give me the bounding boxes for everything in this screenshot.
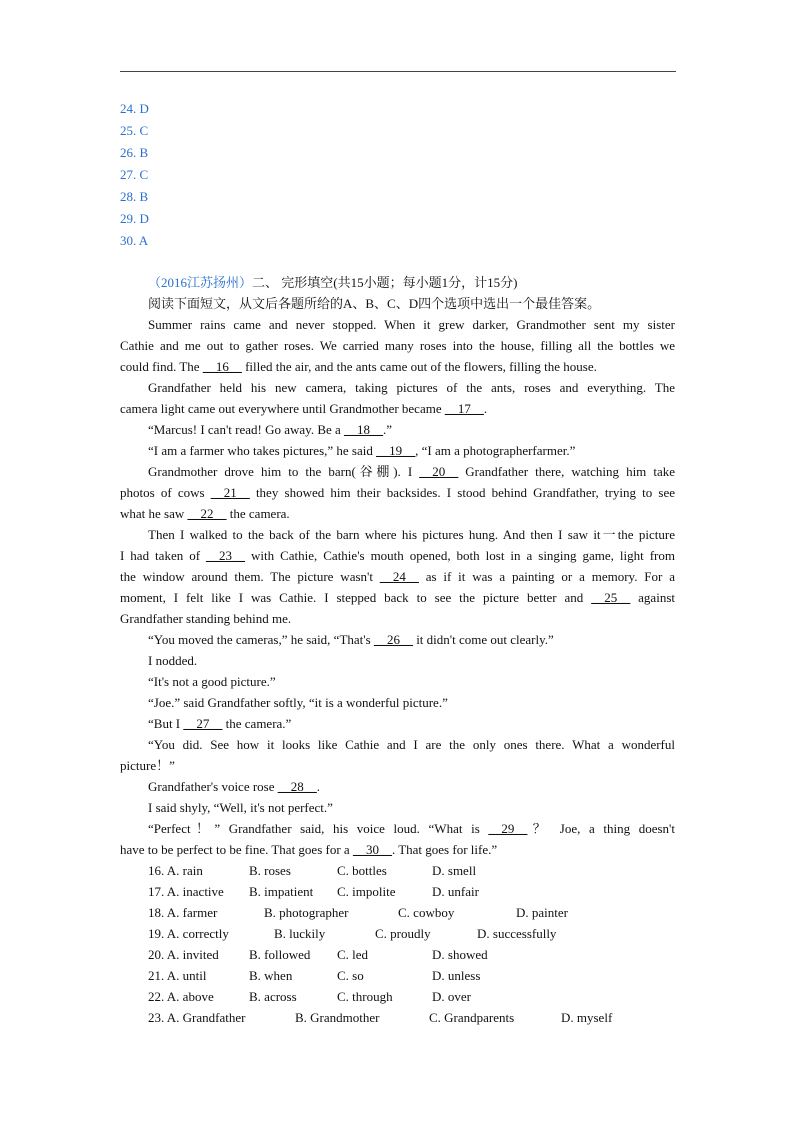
option-choice: 23. A. Grandfather	[148, 1010, 246, 1025]
answer-list	[120, 98, 149, 252]
passage-line: have to be perfect to be fine. That goes for a __30__. That goes for life.”	[120, 842, 498, 857]
option-choice: 20. A. invited	[148, 947, 219, 962]
answer-item: 25. C	[120, 123, 149, 138]
passage-line: “You moved the cameras,” he said, “That's __26__ it didn't come out clearly.”	[148, 632, 554, 647]
passage-line: Then I walked to the back of the barn where his pictures hung. And then I saw it一the picture	[148, 527, 675, 542]
passage-line: I said shyly, “Well, it's not perfect.”	[148, 800, 333, 815]
option-choice: C. so	[337, 968, 364, 983]
option-choice: D. painter	[516, 905, 568, 920]
option-choice: 22. A. above	[148, 989, 214, 1004]
option-choice: 19. A. correctly	[148, 926, 229, 941]
option-choice: B. roses	[249, 863, 291, 878]
passage-text	[120, 314, 675, 860]
option-row	[120, 860, 675, 881]
cloze-blank: __19__	[376, 443, 416, 458]
passage-line: “Marcus! I can't read! Go away. Be a __18__.”	[148, 422, 393, 437]
passage-line: camera light came out everywhere until Grandmother became __17__.	[120, 401, 488, 416]
section-instruction: 阅读下面短文，从文后各题所给的A、B、C、D四个选项中选出一个最佳答案。	[148, 296, 601, 311]
passage-line: photos of cows __21__ they showed him their backsides. I stood behind Grandfather, trying to see	[120, 485, 676, 500]
passage-line: Grandmother drove him to the barn(谷棚). I __20__ Grandfather there, watching him take	[148, 464, 675, 479]
option-choice: C. Grandparents	[429, 1010, 515, 1025]
option-choice: D. unless	[432, 968, 481, 983]
passage-line: “But I __27__ the camera.”	[148, 716, 292, 731]
passage-line: Grandfather held his new camera, taking pictures of the ants, roses and everything. The	[148, 380, 675, 395]
answer-item: 29. D	[120, 211, 149, 226]
option-choice: D. over	[432, 989, 471, 1004]
answer-item: 28. B	[120, 189, 149, 204]
option-row	[120, 986, 675, 1007]
passage-line: “You did. See how it looks like Cathie and I are the only ones there. What a wonderful	[148, 737, 675, 752]
option-choice: D. myself	[561, 1010, 613, 1025]
option-choice: 21. A. until	[148, 968, 207, 983]
section-source: （2016江苏扬州）	[148, 275, 253, 290]
option-row	[120, 944, 675, 965]
option-choice: B. luckily	[274, 926, 326, 941]
answer-item: 24. D	[120, 101, 149, 116]
passage-line: “It's not a good picture.”	[148, 674, 276, 689]
cloze-blank: __16__	[202, 359, 242, 374]
passage-line: what he saw __22__ the camera.	[120, 506, 290, 521]
cloze-blank: __23__	[206, 548, 246, 563]
option-choice: B. Grandmother	[295, 1010, 380, 1025]
answer-item: 27. C	[120, 167, 149, 182]
passage-line: “I am a farmer who takes pictures,” he said __19__, “I am a photographerfarmer.”	[148, 443, 576, 458]
option-choice: 18. A. farmer	[148, 905, 218, 920]
option-choice: C. through	[337, 989, 393, 1004]
passage-line: I had taken of __23__ with Cathie, Cathie's mouth opened, both lost in a singing game, light from	[120, 548, 675, 563]
option-row	[120, 965, 675, 986]
option-row	[120, 1007, 675, 1028]
answer-item: 30. A	[120, 233, 149, 248]
option-choice: C. bottles	[337, 863, 387, 878]
option-choice: D. smell	[432, 863, 477, 878]
passage-line: picture！”	[120, 758, 175, 773]
option-choice: C. impolite	[337, 884, 396, 899]
cloze-blank: __27__	[183, 716, 223, 731]
section-heading	[120, 272, 675, 293]
cloze-blank: __28__	[277, 779, 317, 794]
passage-line: the window around them. The picture wasn't __24__ as if it was a painting or a memory. For a	[120, 569, 675, 584]
cloze-blank: __17__	[444, 401, 484, 416]
passage-line: Summer rains came and never stopped. When it grew darker, Grandmother sent my sister	[148, 317, 675, 332]
header-rule	[120, 71, 676, 72]
option-choice: D. successfully	[477, 926, 557, 941]
section-title: 二、 完形填空(共15小题；每小题1分，计15分)	[252, 275, 518, 290]
passage-line: “Joe.” said Grandfather softly, “it is a wonderful picture.”	[148, 695, 448, 710]
passage-line: moment, I felt like I was Cathie. I stepped back to see the picture better and __25__ against	[120, 590, 675, 605]
cloze-blank: __25__	[591, 590, 631, 605]
passage-line: Grandfather's voice rose __28__.	[148, 779, 321, 794]
option-choice: D. unfair	[432, 884, 479, 899]
option-choice: 16. A. rain	[148, 863, 203, 878]
cloze-blank: __29__	[488, 821, 528, 836]
passage-line: could find. The __16__ filled the air, and the ants came out of the flowers, filling the house.	[120, 359, 597, 374]
cloze-blank: __22__	[187, 506, 227, 521]
option-row	[120, 902, 675, 923]
option-choice: B. photographer	[264, 905, 349, 920]
cloze-blank: __21__	[210, 485, 250, 500]
option-choice: 17. A. inactive	[148, 884, 224, 899]
passage-line: Grandfather standing behind me.	[120, 611, 292, 626]
cloze-blank: __24__	[379, 569, 419, 584]
option-row	[120, 881, 675, 902]
option-choice: B. followed	[249, 947, 311, 962]
passage-line: I nodded.	[148, 653, 198, 668]
cloze-section	[120, 272, 675, 1028]
option-choice: C. led	[337, 947, 369, 962]
option-choice: D. showed	[432, 947, 488, 962]
option-choice: B. across	[249, 989, 297, 1004]
answer-item: 26. B	[120, 145, 149, 160]
cloze-blank: __18__	[344, 422, 384, 437]
cloze-blank: __26__	[373, 632, 413, 647]
option-row	[120, 923, 675, 944]
passage-line: “Perfect！” Grandfather said, his voice loud. “What is __29__？ Joe, a thing doesn't	[148, 821, 676, 836]
cloze-blank: __30__	[352, 842, 392, 857]
passage-line: Cathie and me out to gather roses. We carried many roses into the house, filling all the bottles we	[120, 338, 675, 353]
option-choice: C. cowboy	[398, 905, 455, 920]
option-choice: B. impatient	[249, 884, 314, 899]
option-choice: C. proudly	[375, 926, 431, 941]
option-choice: B. when	[249, 968, 293, 983]
cloze-blank: __20__	[419, 464, 459, 479]
options-list	[120, 860, 675, 1028]
